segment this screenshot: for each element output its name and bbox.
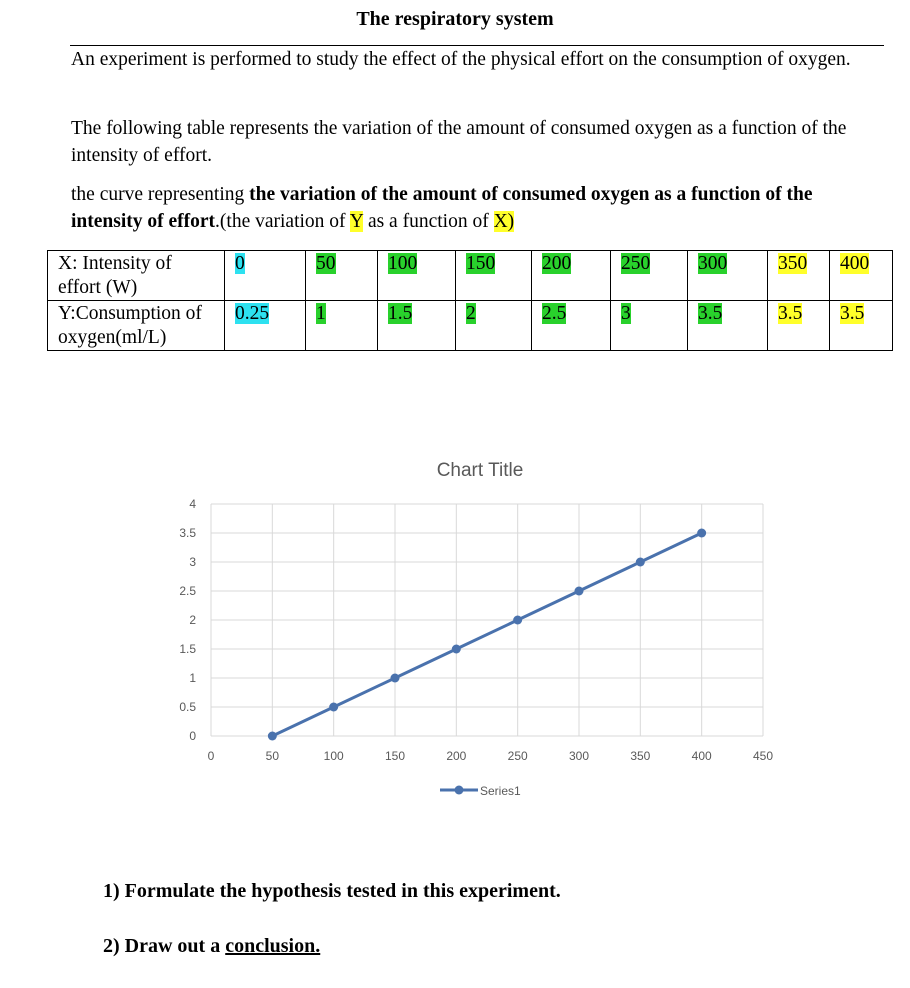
cell-value: 3.5 (840, 303, 865, 324)
x-tick-label: 150 (384, 749, 406, 763)
table-cell (768, 301, 830, 351)
x-highlight: X) (493, 211, 515, 232)
data-point (268, 732, 277, 741)
x-tick-label: 300 (568, 749, 590, 763)
cell-value: 1.5 (388, 303, 413, 324)
x-label: X: Intensity of effort (W) (48, 251, 225, 301)
page-title: The respiratory system (356, 8, 554, 30)
x-tick-label: 350 (630, 749, 651, 763)
data-point (575, 587, 584, 596)
table-cell (768, 251, 830, 301)
y-tick-label: 2 (189, 613, 196, 627)
y-tick-label: 4 (189, 497, 196, 511)
table-cell (378, 251, 456, 301)
data-point (636, 558, 645, 567)
bold-text: the variation of the amount of consumed oxygen as a function of the intensity of effort (71, 184, 813, 232)
question-1: 1) Formulate the hypothesis tested in this experiment. (103, 880, 561, 902)
intro-paragraph: An experiment is performed to study the effect of the physical effort on the consumption of oxygen. (71, 49, 851, 70)
y-tick-label: 2.5 (179, 584, 196, 598)
x-tick-label: 100 (323, 749, 344, 763)
table-cell (611, 251, 688, 301)
cell-value: 0 (235, 253, 245, 274)
x-tick-label: 400 (691, 749, 712, 763)
x-tick-label: 200 (446, 749, 467, 763)
x-tick-label: 250 (507, 749, 528, 763)
cell-value: 3.5 (778, 303, 803, 324)
cell-value: 100 (388, 253, 418, 274)
table-row-x (48, 251, 893, 301)
cell-value: 3 (621, 303, 631, 324)
y-tick-label: 0.5 (179, 700, 196, 714)
table-cell (830, 251, 893, 301)
text: the curve representing (71, 184, 250, 205)
table-cell (306, 301, 378, 351)
table-cell (688, 301, 768, 351)
y-highlight: Y (349, 211, 364, 232)
cell-value: 1 (316, 303, 326, 324)
y-tick-label: 3.5 (179, 526, 196, 540)
cell-value: 250 (621, 253, 651, 274)
text: 2) Draw out a (103, 935, 226, 957)
y-tick-label: 0 (189, 729, 196, 743)
table-cell (688, 251, 768, 301)
text: as a function of (363, 211, 494, 232)
y-tick-label: 1.5 (179, 642, 196, 656)
text: .(the variation of (215, 211, 350, 232)
line-chart (160, 440, 800, 820)
cell-value: 300 (698, 253, 728, 274)
legend-label: Series1 (480, 784, 521, 798)
x-tick-label: 450 (752, 749, 774, 763)
cell-value: 0.25 (235, 303, 270, 324)
cell-value: 350 (778, 253, 808, 274)
table-cell (611, 301, 688, 351)
cell-value: 200 (542, 253, 572, 274)
data-point (513, 616, 522, 625)
table-cell (532, 301, 611, 351)
x-tick-label: 0 (207, 749, 215, 763)
table-description: The following table represents the variation of the amount of consumed oxygen as a function of the intensity of effort. (71, 118, 847, 166)
cell-value: 150 (466, 253, 496, 274)
table-cell (456, 251, 532, 301)
y-label: Y:Consumption of oxygen(ml/L) (48, 301, 225, 351)
table-cell (456, 301, 532, 351)
cell-value: 2 (466, 303, 476, 324)
data-point (329, 703, 338, 712)
cell-value: 3.5 (698, 303, 723, 324)
y-tick-label: 3 (189, 555, 196, 569)
data-point (452, 645, 461, 654)
data-point (391, 674, 400, 683)
question-2 (103, 935, 320, 958)
chart-title: Chart Title (436, 460, 524, 481)
x-tick-label: 50 (265, 749, 280, 763)
table-cell (830, 301, 893, 351)
legend-marker (455, 786, 464, 795)
table-cell (225, 301, 306, 351)
table-row-y (48, 301, 893, 351)
curve-instruction (71, 181, 886, 235)
table-cell (306, 251, 378, 301)
data-point (697, 529, 706, 538)
underlined-text: conclusion. (225, 935, 321, 957)
cell-value: 50 (316, 253, 336, 274)
table-cell (532, 251, 611, 301)
cell-value: 400 (840, 253, 870, 274)
data-table (47, 250, 893, 351)
table-cell (225, 251, 306, 301)
cell-value: 2.5 (542, 303, 567, 324)
y-tick-label: 1 (189, 671, 196, 685)
table-cell (378, 301, 456, 351)
